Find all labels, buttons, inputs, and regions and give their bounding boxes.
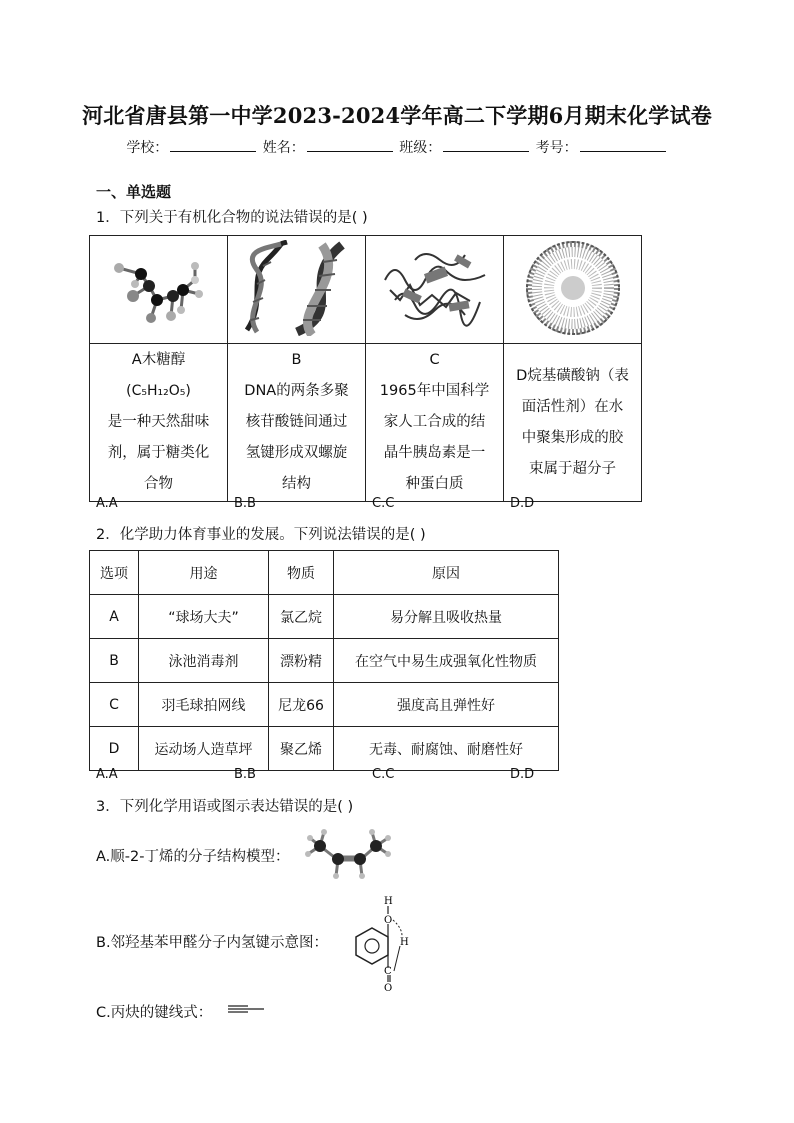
q2-cell: C [90,683,139,727]
school-label: 学校： [126,140,169,156]
q1-option-b-text: B DNA的两条多聚 核苷酸链间通过 氢键形成双螺旋 结构 [228,344,366,502]
q3-option-a[interactable] [96,845,289,866]
class-label: 班级： [399,140,442,156]
q2-cell: 运动场人造草坪 [139,727,269,771]
q1-choice-b[interactable]: B.B [234,496,256,511]
q1-choice-d[interactable]: D.D [510,496,535,511]
h-atom-label: H [384,896,393,907]
q2-choice-d[interactable]: D.D [510,767,535,782]
q1-option-c-text: C 1965年中国科学 家人工合成的结 晶牛胰岛素是一 种蛋白质 [366,344,504,502]
xylitol-molecule-image [99,240,219,336]
q2-choice-a[interactable]: A.A [96,767,118,782]
o-atom-label: O [384,915,393,926]
q1-choice-c[interactable]: C.C [372,496,395,511]
name-label: 姓名： [262,140,305,156]
q2-cell: 在空气中易生成强氧化性物质 [334,639,559,683]
q1-option-d-text: D烷基磺酸钠（表 面活性剂）在水 中聚集形成的胶 束属于超分子 [504,344,642,502]
q2-header-cell: 选项 [90,551,139,595]
q2-choice-b[interactable]: B.B [234,767,256,782]
table-row [90,595,559,639]
q2-table [89,550,559,771]
q2-cell: 无毒、耐腐蚀、耐磨性好 [334,727,559,771]
q1-option-a-text: A木糖醇 (C₅H₁₂O₅) 是一种天然甜味 剂，属于糖类化 合物 [90,344,228,502]
q3-option-b[interactable] [96,931,328,952]
q2-cell: 泳池消毒剂 [139,639,269,683]
q2-stem: 2．化学助力体育事业的发展。下列说法错误的是( ) [96,527,426,543]
dna-helix-image [237,240,357,336]
insulin-protein-image [375,240,495,336]
q2-cell: B [90,639,139,683]
q2-header-cell: 原因 [334,551,559,595]
q2-header-cell: 用途 [139,551,269,595]
q2-cell: 漂粉精 [269,639,334,683]
school-blank[interactable] [170,139,256,152]
cis-2-butene-model-image [302,826,394,884]
q2-cell: A [90,595,139,639]
exam-no-label: 考号： [535,140,578,156]
q1-image-c [366,236,504,344]
q1-image-b [228,236,366,344]
q2-cell: 强度高且弹性好 [334,683,559,727]
q2-choice-c[interactable]: C.C [372,767,395,782]
propyne-bond-line-image [226,1002,266,1016]
q2-cell: 尼龙66 [269,683,334,727]
class-blank[interactable] [443,139,529,152]
q2-header-cell: 物质 [269,551,334,595]
o-hydroxybenzaldehyde-hbond-image [350,890,420,992]
section-heading: 一、单选题 [96,183,172,201]
table-row [90,683,559,727]
q2-cell: 聚乙烯 [269,727,334,771]
q1-image-a [90,236,228,344]
q1-image-d [504,236,642,344]
q3-stem: 3．下列化学用语或图示表达错误的是( ) [96,799,354,815]
table-row [90,639,559,683]
q3-option-a-text: A.顺-2-丁烯的分子结构模型： [96,849,290,865]
micelle-image [513,238,633,338]
q3-option-b-text: B.邻羟基苯甲醛分子内氢键示意图： [96,935,329,951]
q2-cell: 羽毛球拍网线 [139,683,269,727]
exam-title: 河北省唐县第一中学2023-2024学年高二下学期6月期末化学试卷 [82,103,712,128]
q1-table [89,235,642,502]
q2-cell: “球场大夫” [139,595,269,639]
table-row [90,727,559,771]
q2-cell: 氯乙烷 [269,595,334,639]
q2-header-row [90,551,559,595]
q2-cell: D [90,727,139,771]
q3-option-c-text: C.丙炔的键线式： [96,1005,213,1021]
c-atom-label: C [384,966,392,977]
q1-stem: 1．下列关于有机化合物的说法错误的是( ) [96,210,368,226]
exam-no-blank[interactable] [580,139,666,152]
q2-cell: 易分解且吸收热量 [334,595,559,639]
student-info-line [0,137,794,157]
h-atom-label: H [400,937,409,948]
q3-option-c[interactable] [96,1001,212,1022]
name-blank[interactable] [307,139,393,152]
o-atom-label: O [384,983,393,992]
q1-choice-a[interactable]: A.A [96,496,118,511]
